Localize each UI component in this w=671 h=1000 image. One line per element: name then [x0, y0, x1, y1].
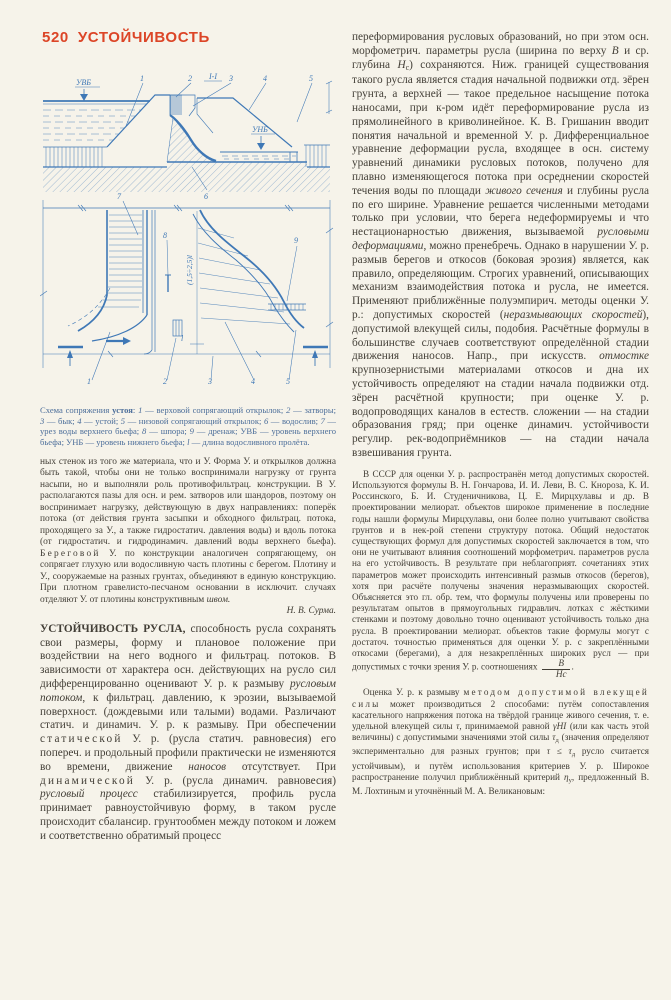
figure-labels	[76, 72, 313, 386]
length-label: l	[181, 334, 184, 343]
paragraph-channel-stability-main: переформирования русловых образований, но при этом осн. морфометрич. параметры русла (ширина по верху B и ср. глубина Hс) сохраняются. Ниж. границей существования такого русла является стадия начальной подвижки отд. зёрен грунта, а верхней — такое предельное насыщение потока наносами, при к-ром идёт переформирование русла из прямолинейного в криволинейное. К. В. Гришанин вводит понятия начальной и временной У. р. Дифференциальное уравнение деформации русла, входящее в осн. систему уравнений динамики русловых потоков, получено для плавно изменяющегося потока при осреднении скоростей течения воды по площади живого сечения и глубины русла по его ширине. Уравнение решается численными методами только при условии, что берега недеформируемы и что нестационарностью движения, вызываемой русловыми деформациями, можно пренебречь. Однако в нарушении У. р. размыв берегов и откосов (боковая эрозия) является, как правило, определяющим. Строгих уравнений, описывающих механизм взаимодействия потока и русла, не имеется. Применяют приближённые полуэмпирич. методы оценки У. р.: допустимых скоростей (неразмывающих скоростей), допустимой влекущей силы, подобия. Расчётные формулы в большинстве случаев соответствуют определённой стадии движения наносов. Напр., при искусств. отмостке крупнозернистыми материалами откосов и дна их устойчивость определяют на стадии начала подвижки отд. зёрен расчётной крупности; при оценке У. р. водопроводящих каналов в естеств. сложении — на стадии образования гряд; при оценке динамич. устойчивости регулир. рек-водоприёмников — на стадии начала взвешивания грунта.	[352, 31, 650, 459]
page-number: 520	[42, 29, 69, 46]
paragraph-tractive-force-method: Оценка У. р. к размыву методом допустимой влекущей силы может производиться 2 способами: путём сопоставления касательного напряжения потока на твёрдой границе живого сечения, т. е. удельной влекущей силы τ, принимаемой равной γHI (или как часть этой величины) с допустимыми значениями этой силы $\tau_д$ (значения определяют экспериментально для разных грунтов; при $\tau \le \tau_д$ русло считается устойчивым), и путём использования критериев У. р. Широкое распространение получил приближённый критерий $\eta_у$, предложенный В. М. Лохтиным и уточнённый М. А. Великановым:	[352, 687, 650, 797]
callout-4: 4	[263, 74, 267, 83]
callout-9: 9	[294, 236, 298, 245]
plan-callout-3: 3	[208, 377, 212, 386]
plan-callout-5: 5	[286, 377, 290, 386]
running-head-title: УСТОЙЧИВОСТЬ	[77, 29, 210, 46]
label-uvb: УВБ	[76, 78, 91, 87]
plan-callout-4: 4	[251, 377, 255, 386]
callout-6: 6	[204, 192, 208, 201]
callout-1: 1	[140, 74, 144, 83]
label-unb: УНБ	[252, 125, 268, 134]
plan-view	[40, 200, 333, 380]
cross-section-view	[43, 81, 332, 192]
callout-5: 5	[309, 74, 313, 83]
dam-abutment-figure	[40, 70, 334, 397]
dimension-label: (1,5÷2,5)l	[185, 255, 194, 285]
left-column	[40, 28, 336, 844]
entry-ustoychivost-rusla: УСТОЙЧИВОСТЬ РУСЛА, способность русла сохранять свои размеры, форму и плановое положение при воздействии на него водного и фильтрац. потоков. В зависимости от характера осн. действующих на русло сил дифференцированно оценивают У. р. к размыву русловым потоком, к фильтрац. давлению, к эрозии, вызываемой поверхност. (дождевыми или талыми) водами. Различают статич. и динамич. У. р. к размыву. При обеспечении статической У. р. (русла статич. равновесия) его попереч. и продольный профили практически не изменяются во времени, движение наносов отсутствует. При динамической У. р. (русла динамич. равновесия) русловый процесс стабилизируется, профиль русла принимает равноустойчивую форму, в таком русле происходит сбалансир. грунтообмен между потоком и ложем и соответственно обратимый процесс	[40, 622, 336, 842]
figure-caption: Схема сопряжения устоя: 1 — верховой сопрягающий открылок; 2 — затворы; 3 — бык; 4 — устой; 5 — низовой сопрягающий открылок; 6 — водослив; 7 — урез воды верхнего бьефа; 8 — шпора; 9 — дренаж; УВБ — уровень верхнего бьефа; УНБ — уровень нижнего бьефа; l — длина водосливного пролёта.	[40, 405, 337, 448]
author-signature: Н. В. Сурма.	[286, 606, 336, 617]
section-mark: I-I	[209, 72, 217, 81]
callout-7: 7	[117, 192, 121, 201]
paragraph-abutment-continuation: ных стенок из того же материала, что и У. Форма У. и открылков должна быть такой, чтобы они не только воспринимали нагрузку от грунта насыпи, но и выполняли роль противофильтрац. конструкции. В У. располагаются пазы для осн. и рем. затворов или шандоров, поэтому он воспринимает нагрузку, действующую в двух направлениях: поперёк потока (от действия грунта засыпки и обходного фильтрац. потока, проходящего за У., а также гидростатич. давления воды) и вдоль потока (от гидростатич. и гидродинамич. давлений воды верхнего бьефа). Береговой У. по конструкции аналогичен сопрягающему, он сопрягает глухую или водосливную часть плотины с берегом. Плотину и У., сооружаемые на разных грунтах, объединяют в единую конструкцию. При плотном гравелисто-песчаном основании в исключит. случаях отделяют У. от плотины конструктивным швом.	[40, 456, 336, 605]
plan-callout-1: 1	[87, 377, 91, 386]
callout-3: 3	[229, 74, 233, 83]
paragraph-ussr-velocity-method: В СССР для оценки У. р. распространён метод допустимых скоростей. Используются формулы В. Н. Гончарова, И. И. Леви, В. С. Кнороза, К. И. Россинского, Б. И. Студеничникова, Ц. Е. Мирцхулавы и др. В проектировании мелиорат. объектов широкое применение в последние годы нашли формулы Мирцхулавы, они более полно учитывают свойства грунтов и в нек-рой степени структуру потока. Общий недостаток существующих формул для допустимых скоростей заключается в том, что они не учитывают влияния соотношений морфометрич. параметров русла на его устойчивость. В результате при неблагоприят. сочетаниях этих параметров может происходить интенсивный размыв откосов (берегов), хотя при расчёте получены значения неразмывающих скоростей. Объясняется это гл. обр. тем, что формулы получены или проверены по результатам опытов в прямоугольных гидравлич. лотках с жёсткими стенками и поэтому довольно точно оценивают устойчивость только дна русла. В проектировании мелиорат. объектов такие формулы могут с достаточ. точностью применяться для оценки У. р. с закреплёнными откосами (берегами), а для незакреплённых широких русл — при допустимых с точки зрения У. р. соотношениях $\frac{B}{Hс}$ .	[352, 468, 649, 679]
dam-diagram	[40, 70, 334, 392]
right-column	[352, 28, 649, 844]
callout-8: 8	[163, 231, 167, 240]
callout-2: 2	[188, 74, 192, 83]
plan-callout-2: 2	[163, 377, 167, 386]
running-head	[42, 29, 336, 46]
